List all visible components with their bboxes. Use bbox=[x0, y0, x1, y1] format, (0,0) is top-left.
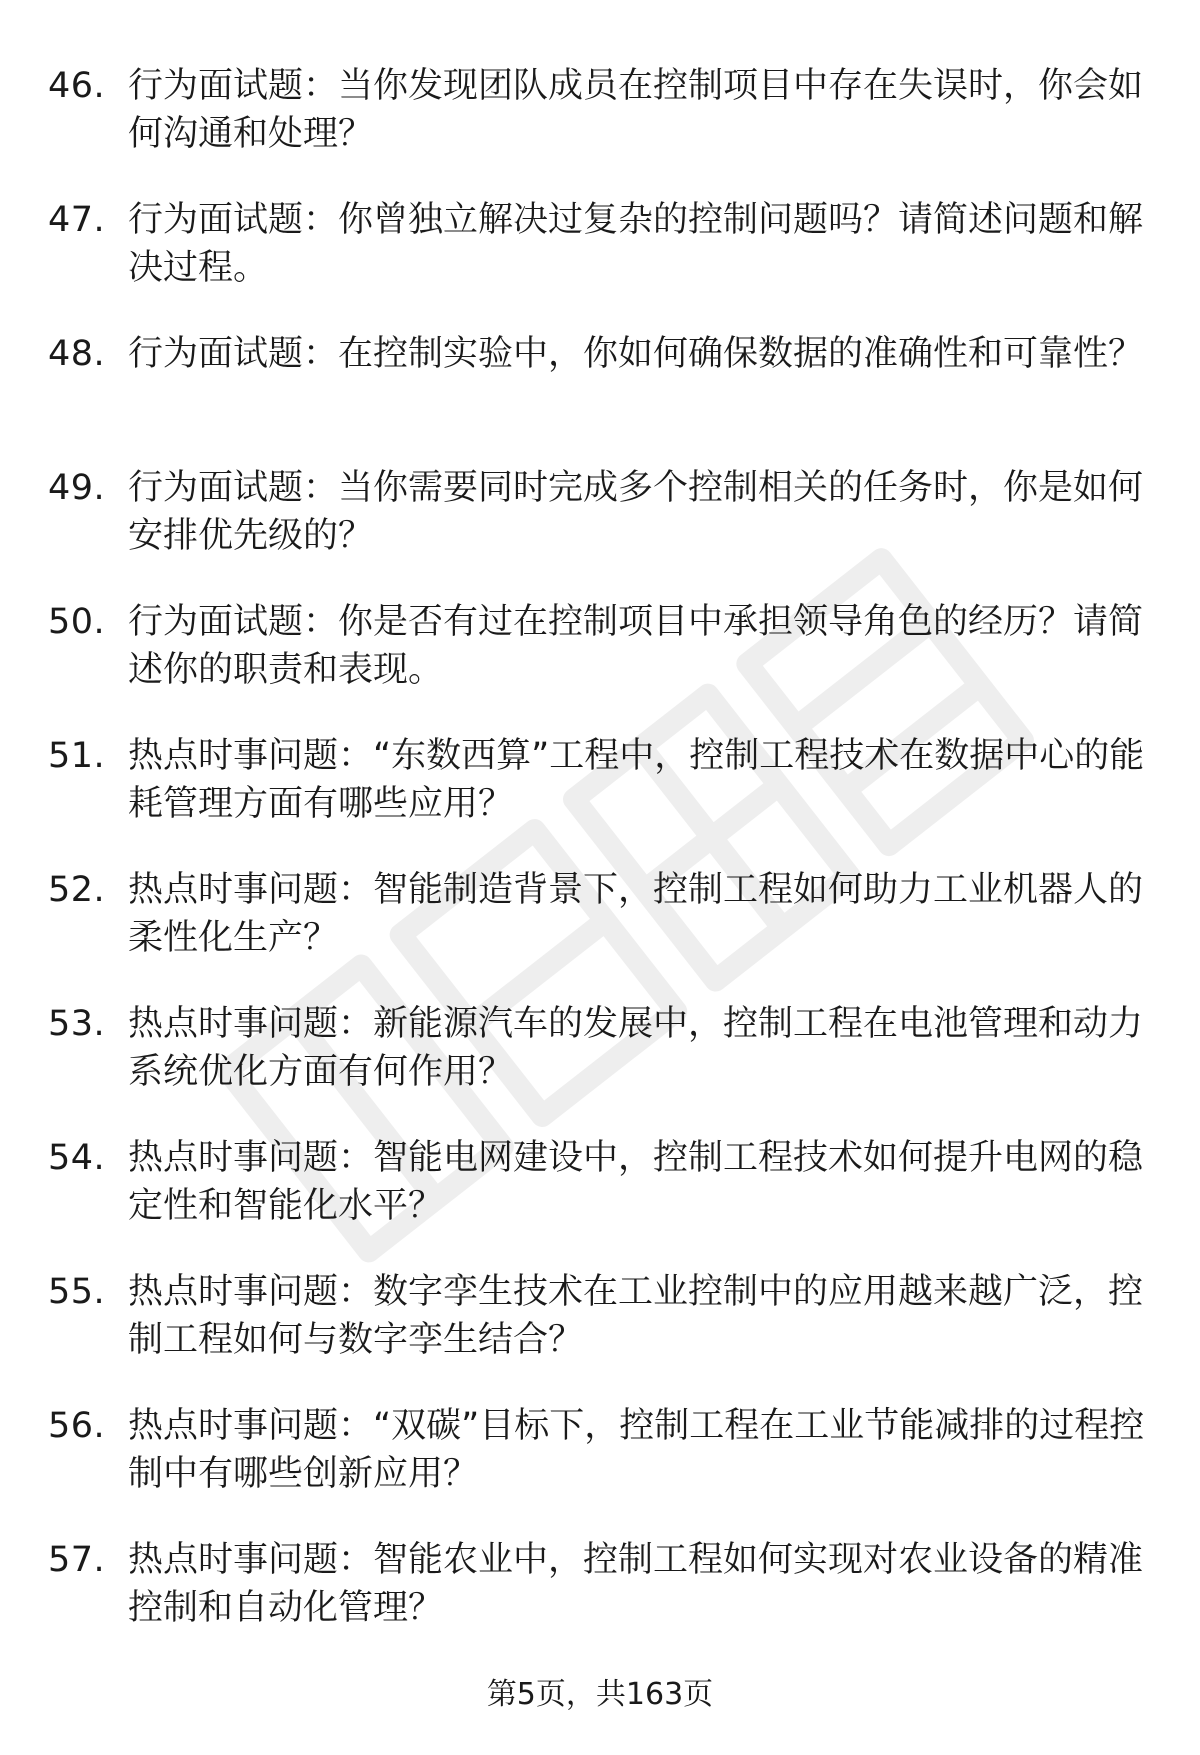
question-number: 50. bbox=[48, 602, 106, 642]
question-item-54 bbox=[48, 1134, 1148, 1268]
question-item-53 bbox=[48, 1000, 1148, 1134]
question-number: 53. bbox=[48, 1004, 106, 1044]
question-item-47 bbox=[48, 196, 1148, 330]
question-text: 热点时事问题：数字孪生技术在工业控制中的应用越来越广泛，控制工程如何与数字孪生结合？ bbox=[128, 1272, 1144, 1360]
question-number: 56. bbox=[48, 1406, 106, 1446]
question-text: 行为面试题：在控制实验中，你如何确保数据的准确性和可靠性？ bbox=[128, 334, 1144, 374]
question-text: 热点时事问题：“双碳”目标下，控制工程在工业节能减排的过程控制中有哪些创新应用？ bbox=[128, 1406, 1145, 1494]
question-text: 热点时事问题：智能电网建设中，控制工程技术如何提升电网的稳定性和智能化水平？ bbox=[128, 1138, 1144, 1226]
question-number: 51. bbox=[48, 736, 106, 776]
page-footer bbox=[0, 1675, 1200, 1715]
question-item-55 bbox=[48, 1268, 1148, 1402]
question-item-50 bbox=[48, 598, 1148, 732]
question-item-51 bbox=[48, 732, 1148, 866]
question-item-52 bbox=[48, 866, 1148, 1000]
question-number: 49. bbox=[48, 468, 106, 508]
question-number: 57. bbox=[48, 1540, 106, 1580]
question-text: 行为面试题：当你发现团队成员在控制项目中存在失误时，你会如何沟通和处理？ bbox=[128, 66, 1144, 154]
question-number: 47. bbox=[48, 200, 106, 240]
question-item-56 bbox=[48, 1402, 1148, 1536]
question-number: 55. bbox=[48, 1272, 106, 1312]
question-item-49 bbox=[48, 464, 1148, 598]
question-number: 46. bbox=[48, 66, 106, 106]
question-text: 热点时事问题：新能源汽车的发展中，控制工程在电池管理和动力系统优化方面有何作用？ bbox=[128, 1004, 1144, 1092]
question-item-57 bbox=[48, 1536, 1148, 1670]
question-text: 行为面试题：当你需要同时完成多个控制相关的任务时，你是如何安排优先级的？ bbox=[128, 468, 1144, 556]
question-number: 52. bbox=[48, 870, 106, 910]
question-item-48 bbox=[48, 330, 1148, 464]
question-text: 行为面试题：你曾独立解决过复杂的控制问题吗？请简述问题和解决过程。 bbox=[128, 200, 1144, 288]
question-number: 48. bbox=[48, 334, 106, 374]
question-item-46 bbox=[48, 62, 1148, 196]
question-text: 行为面试题：你是否有过在控制项目中承担领导角色的经历？请简述你的职责和表现。 bbox=[128, 602, 1144, 690]
question-number: 54. bbox=[48, 1138, 106, 1178]
question-text: 热点时事问题：智能制造背景下，控制工程如何助力工业机器人的柔性化生产？ bbox=[128, 870, 1144, 958]
question-list bbox=[48, 62, 1148, 1670]
page-number-label: 第5页，共163页 bbox=[486, 1677, 714, 1712]
question-text: 热点时事问题：“东数西算”工程中，控制工程技术在数据中心的能耗管理方面有哪些应用？ bbox=[128, 736, 1145, 824]
question-text: 热点时事问题：智能农业中，控制工程如何实现对农业设备的精准控制和自动化管理？ bbox=[128, 1540, 1144, 1628]
